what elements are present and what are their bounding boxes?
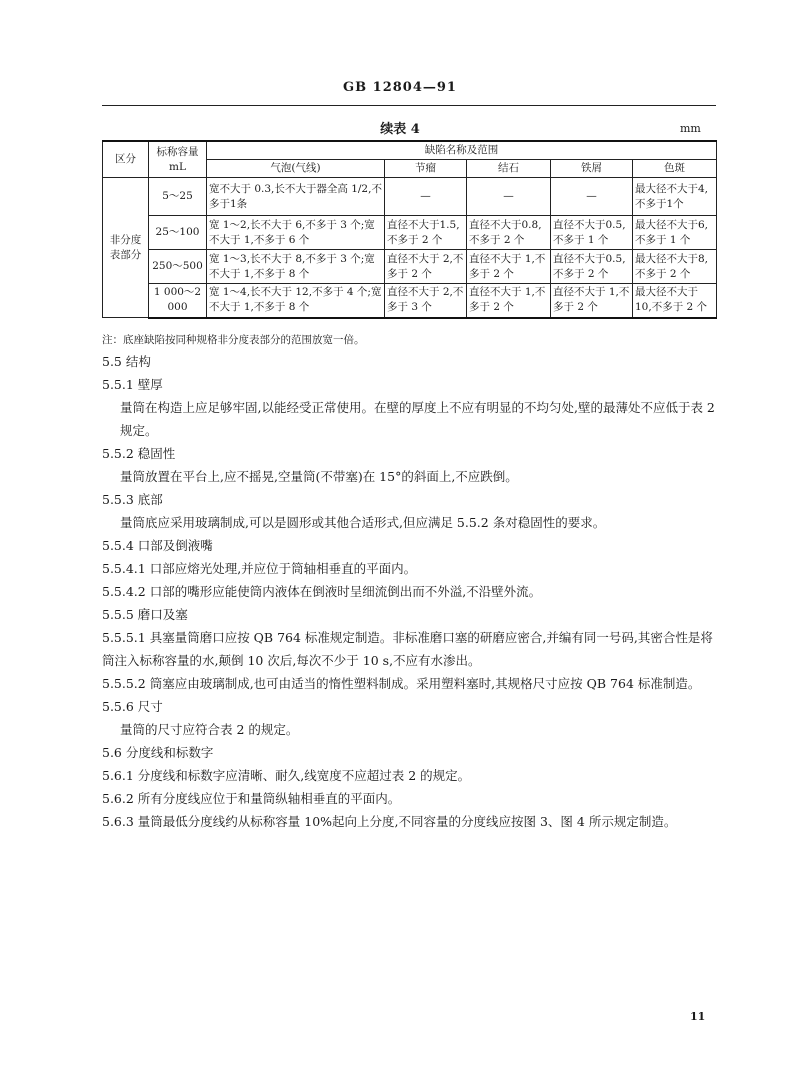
header-defect-knot: 节瘤 [385,160,467,178]
section-heading: 5.5.6 尺寸 [102,699,163,714]
table-unit: mm [680,122,701,135]
body-text [102,350,722,833]
section-heading: 5.6 分度线和标数字 [102,745,214,760]
capacity-cell: 1 000～2 000 [149,284,207,318]
header-rule [102,105,716,106]
bubble-cell: 宽 1～2,长不大于 6,不多于 3 个;宽不大于 1,不多于 6 个 [207,216,385,250]
stain-cell: 最大径不大于10,不多于 2 个 [633,284,717,318]
table-row [103,178,717,216]
defect-table [102,140,717,319]
section-heading: 5.5.2 稳固性 [102,446,176,461]
header-capacity-label: 标称容量 [156,145,199,158]
bubble-cell: 宽不大于 0.3,长不大于器全高 1/2,不多于1条 [207,178,385,216]
header-defect-stone: 结石 [467,160,551,178]
knot-cell: 直径不大于1.5,不多于 2 个 [385,216,467,250]
section-heading: 5.5.3 底部 [102,492,163,507]
stone-cell: 直径不大于 1,不多于 2 个 [467,284,551,318]
header-defect-stain: 色斑 [633,160,717,178]
zone-label: 非分度表部分 [103,178,149,318]
stain-cell: 最大径不大于6,不多于 1 个 [633,216,717,250]
table-row [103,284,717,318]
section-heading: 5.5.1 壁厚 [102,377,163,392]
body-paragraph: 量筒在构造上应足够牢固,以能经受正常使用。在壁的厚度上不应有明显的不均匀处,壁的最薄处不应低于表 2 规定。 [120,400,715,438]
header-defect-bubble: 气泡(气线) [207,160,385,178]
standard-number-header: GB 12804—91 [343,80,457,95]
table-caption: 续表 4 [380,122,420,137]
stone-cell: — [467,178,551,216]
section-heading: 5.5.4 口部及倒液嘴 [102,538,213,553]
stain-cell: 最大径不大于4,不多于1个 [633,178,717,216]
knot-cell: — [385,178,467,216]
header-zone: 区分 [103,141,149,178]
header-defect-group: 缺陷名称及范围 [207,141,717,160]
section-heading: 5.5.5.1 具塞量筒磨口应按 QB 764 标准规定制造。非标准磨口塞的研磨应密合,并编有同一号码,其密合性是将筒注入标称容量的水,颠倒 10 次后,每次不少于 10 s,不应有水渗出。 [102,630,713,668]
capacity-cell: 5～25 [149,178,207,216]
table-header-row [103,141,717,160]
section-heading: 5.6.2 所有分度线应位于和量筒纵轴相垂直的平面内。 [102,791,401,806]
section-heading: 5.5.4.2 口部的嘴形应能使筒内液体在倒液时呈细流倒出而不外溢,不沿壁外流。 [102,584,542,599]
header-defect-iron: 铁屑 [551,160,633,178]
bubble-cell: 宽 1～3,长不大于 8,不多于 3 个;宽不大于 1,不多于 8 个 [207,250,385,284]
capacity-cell: 250～500 [149,250,207,284]
stone-cell: 直径不大于0.8,不多于 2 个 [467,216,551,250]
table-note: 注：底座缺陷按同种规格非分度表部分的范围放宽一倍。 [102,334,365,346]
iron-cell: 直径不大于0.5,不多于 1 个 [551,216,633,250]
table-row [103,216,717,250]
knot-cell: 直径不大于 2,不多于 2 个 [385,250,467,284]
stone-cell: 直径不大于 1,不多于 2 个 [467,250,551,284]
knot-cell: 直径不大于 2,不多于 3 个 [385,284,467,318]
body-paragraph: 量筒放置在平台上,应不摇晃,空量筒(不带塞)在 15°的斜面上,不应跌倒。 [120,469,518,484]
iron-cell: 直径不大于 1,不多于 2 个 [551,284,633,318]
bubble-cell: 宽 1～4,长不大于 12,不多于 4 个;宽不大于 1,不多于 8 个 [207,284,385,318]
capacity-cell: 25～100 [149,216,207,250]
section-heading: 5.5 结构 [102,354,151,369]
section-heading: 5.6.3 量筒最低分度线约从标称容量 10%起向上分度,不同容量的分度线应按图 3、图 4 所示规定制造。 [102,814,677,829]
section-heading: 5.6.1 分度线和标数字应清晰、耐久,线宽度不应超过表 2 的规定。 [102,768,471,783]
section-heading: 5.5.5 磨口及塞 [102,607,188,622]
table-row [103,250,717,284]
header-capacity [149,141,207,178]
iron-cell: — [551,178,633,216]
page-number: 11 [690,1010,706,1023]
body-paragraph: 量筒的尺寸应符合表 2 的规定。 [120,722,299,737]
section-heading: 5.5.5.2 筒塞应由玻璃制成,也可由适当的惰性塑料制成。采用塑料塞时,其规格尺寸应按 QB 764 标准制造。 [102,676,701,691]
body-paragraph: 量筒底应采用玻璃制成,可以是圆形或其他合适形式,但应满足 5.5.2 条对稳固性的要求。 [120,515,606,530]
section-heading: 5.5.4.1 口部应熔光处理,并应位于筒轴相垂直的平面内。 [102,561,417,576]
iron-cell: 直径不大于0.5,不多于 2 个 [551,250,633,284]
header-capacity-unit: mL [169,160,186,173]
stain-cell: 最大径不大于8,不多于 2 个 [633,250,717,284]
